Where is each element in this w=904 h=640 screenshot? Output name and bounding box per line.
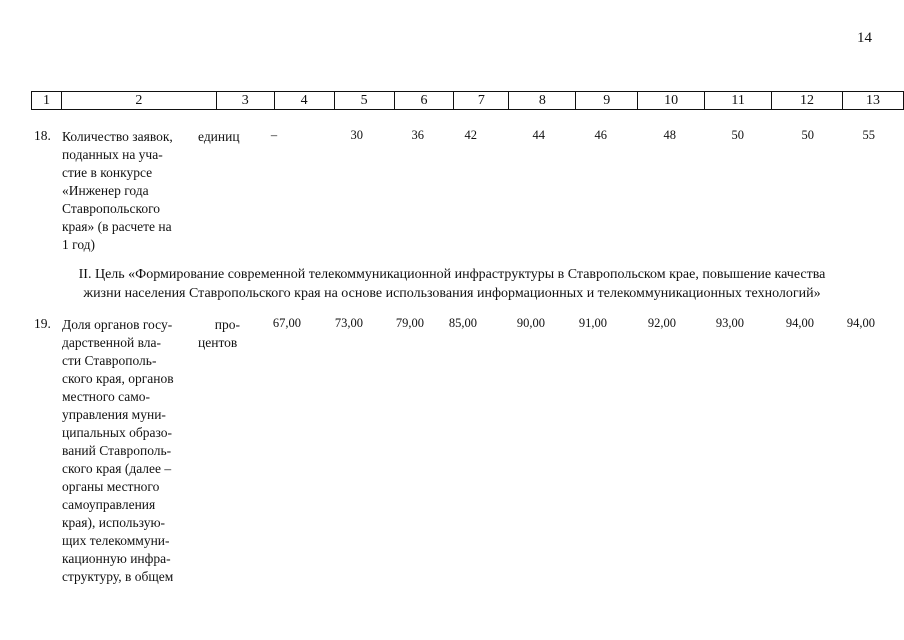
section-title-line: жизни населения Ставропольского края на основе использования информационных и телекоммуникационных технологий»: [83, 286, 821, 301]
indicator-name-line: сти Ставрополь-: [62, 353, 157, 368]
value-cell: 36: [411, 128, 424, 142]
column-number-cell: 10: [638, 92, 705, 110]
value-cell: 44: [532, 128, 545, 142]
value-cell: 94,00: [846, 316, 875, 330]
value-cell: 67,00: [272, 316, 301, 330]
column-number-cell: 1: [32, 92, 62, 110]
indicator-name-line: Доля органов госу-: [62, 317, 173, 332]
section-title: [30, 265, 874, 303]
indicator-name-line: щих телекоммуни-: [62, 533, 170, 548]
indicator-name-line: самоуправления: [62, 497, 156, 512]
value-cell: 85,00: [448, 316, 477, 330]
indicator-name-line: стие в конкурсе: [62, 165, 153, 180]
indicator-name-line: ваний Ставрополь-: [62, 443, 172, 458]
column-number-cell: 2: [61, 92, 216, 110]
indicator-name-line: края), использую-: [62, 515, 166, 530]
indicator-name-line: кационную инфра-: [62, 551, 171, 566]
value-cell: 50: [731, 128, 744, 142]
value-cell: 73,00: [334, 316, 363, 330]
value-cell: 90,00: [516, 316, 545, 330]
indicator-name-line: Ставропольского: [62, 201, 161, 216]
indicator-name-line: Количество заявок,: [62, 129, 173, 144]
section-title-line: II. Цель «Формирование современной телекоммуникационной инфраструктуры в Ставропольском крае, повышение качества: [78, 267, 826, 282]
value-cell: 46: [594, 128, 607, 142]
unit-line: единиц: [198, 129, 240, 144]
unit-of-measure: [198, 316, 254, 352]
value-cell: 55: [862, 128, 875, 142]
value-cell: 94,00: [785, 316, 814, 330]
indicator-name: [62, 128, 188, 254]
indicator-name-line: 1 год): [62, 237, 96, 252]
indicator-name-line: структуру, в общем: [62, 569, 174, 584]
value-cell: 91,00: [578, 316, 607, 330]
indicator-name-line: «Инженер года: [62, 183, 149, 198]
indicator-name: [62, 316, 188, 586]
page-number: 14: [857, 30, 872, 46]
indicator-name-line: края» (в расчете на: [62, 219, 172, 234]
value-cell: 93,00: [715, 316, 744, 330]
value-cell: 42: [464, 128, 477, 142]
indicator-name-line: ципальных образо-: [62, 425, 172, 440]
indicator-name-line: дарственной вла-: [62, 335, 162, 350]
indicator-name-line: органы местного: [62, 479, 160, 494]
indicator-name-line: ского края (далее –: [62, 461, 172, 476]
value-cell: 92,00: [647, 316, 676, 330]
column-number-cell: 11: [705, 92, 772, 110]
column-number-cell: 5: [334, 92, 394, 110]
unit-line: про-: [214, 317, 240, 332]
indicator-name-line: поданных на уча-: [62, 147, 163, 162]
value-cell: 50: [801, 128, 814, 142]
indicator-name-line: местного само-: [62, 389, 151, 404]
row-number: 19.: [34, 316, 51, 331]
column-number-cell: 9: [576, 92, 638, 110]
row-number: 18.: [34, 128, 51, 143]
column-number-cell: 7: [454, 92, 509, 110]
column-number-cell: 13: [842, 92, 903, 110]
indicator-name-line: управления муни-: [62, 407, 166, 422]
unit-of-measure: [198, 128, 254, 146]
unit-line: центов: [198, 335, 238, 350]
value-cell: 30: [350, 128, 363, 142]
column-number-cell: 4: [274, 92, 334, 110]
column-number-cell: 6: [394, 92, 454, 110]
value-cell: 48: [663, 128, 676, 142]
value-cell: 79,00: [395, 316, 424, 330]
indicator-name-line: ского края, органов: [62, 371, 174, 386]
column-number-cell: 8: [509, 92, 576, 110]
column-number-cell: 12: [772, 92, 843, 110]
column-number-header: [31, 91, 904, 110]
value-cell: –: [270, 128, 278, 142]
column-number-cell: 3: [216, 92, 274, 110]
